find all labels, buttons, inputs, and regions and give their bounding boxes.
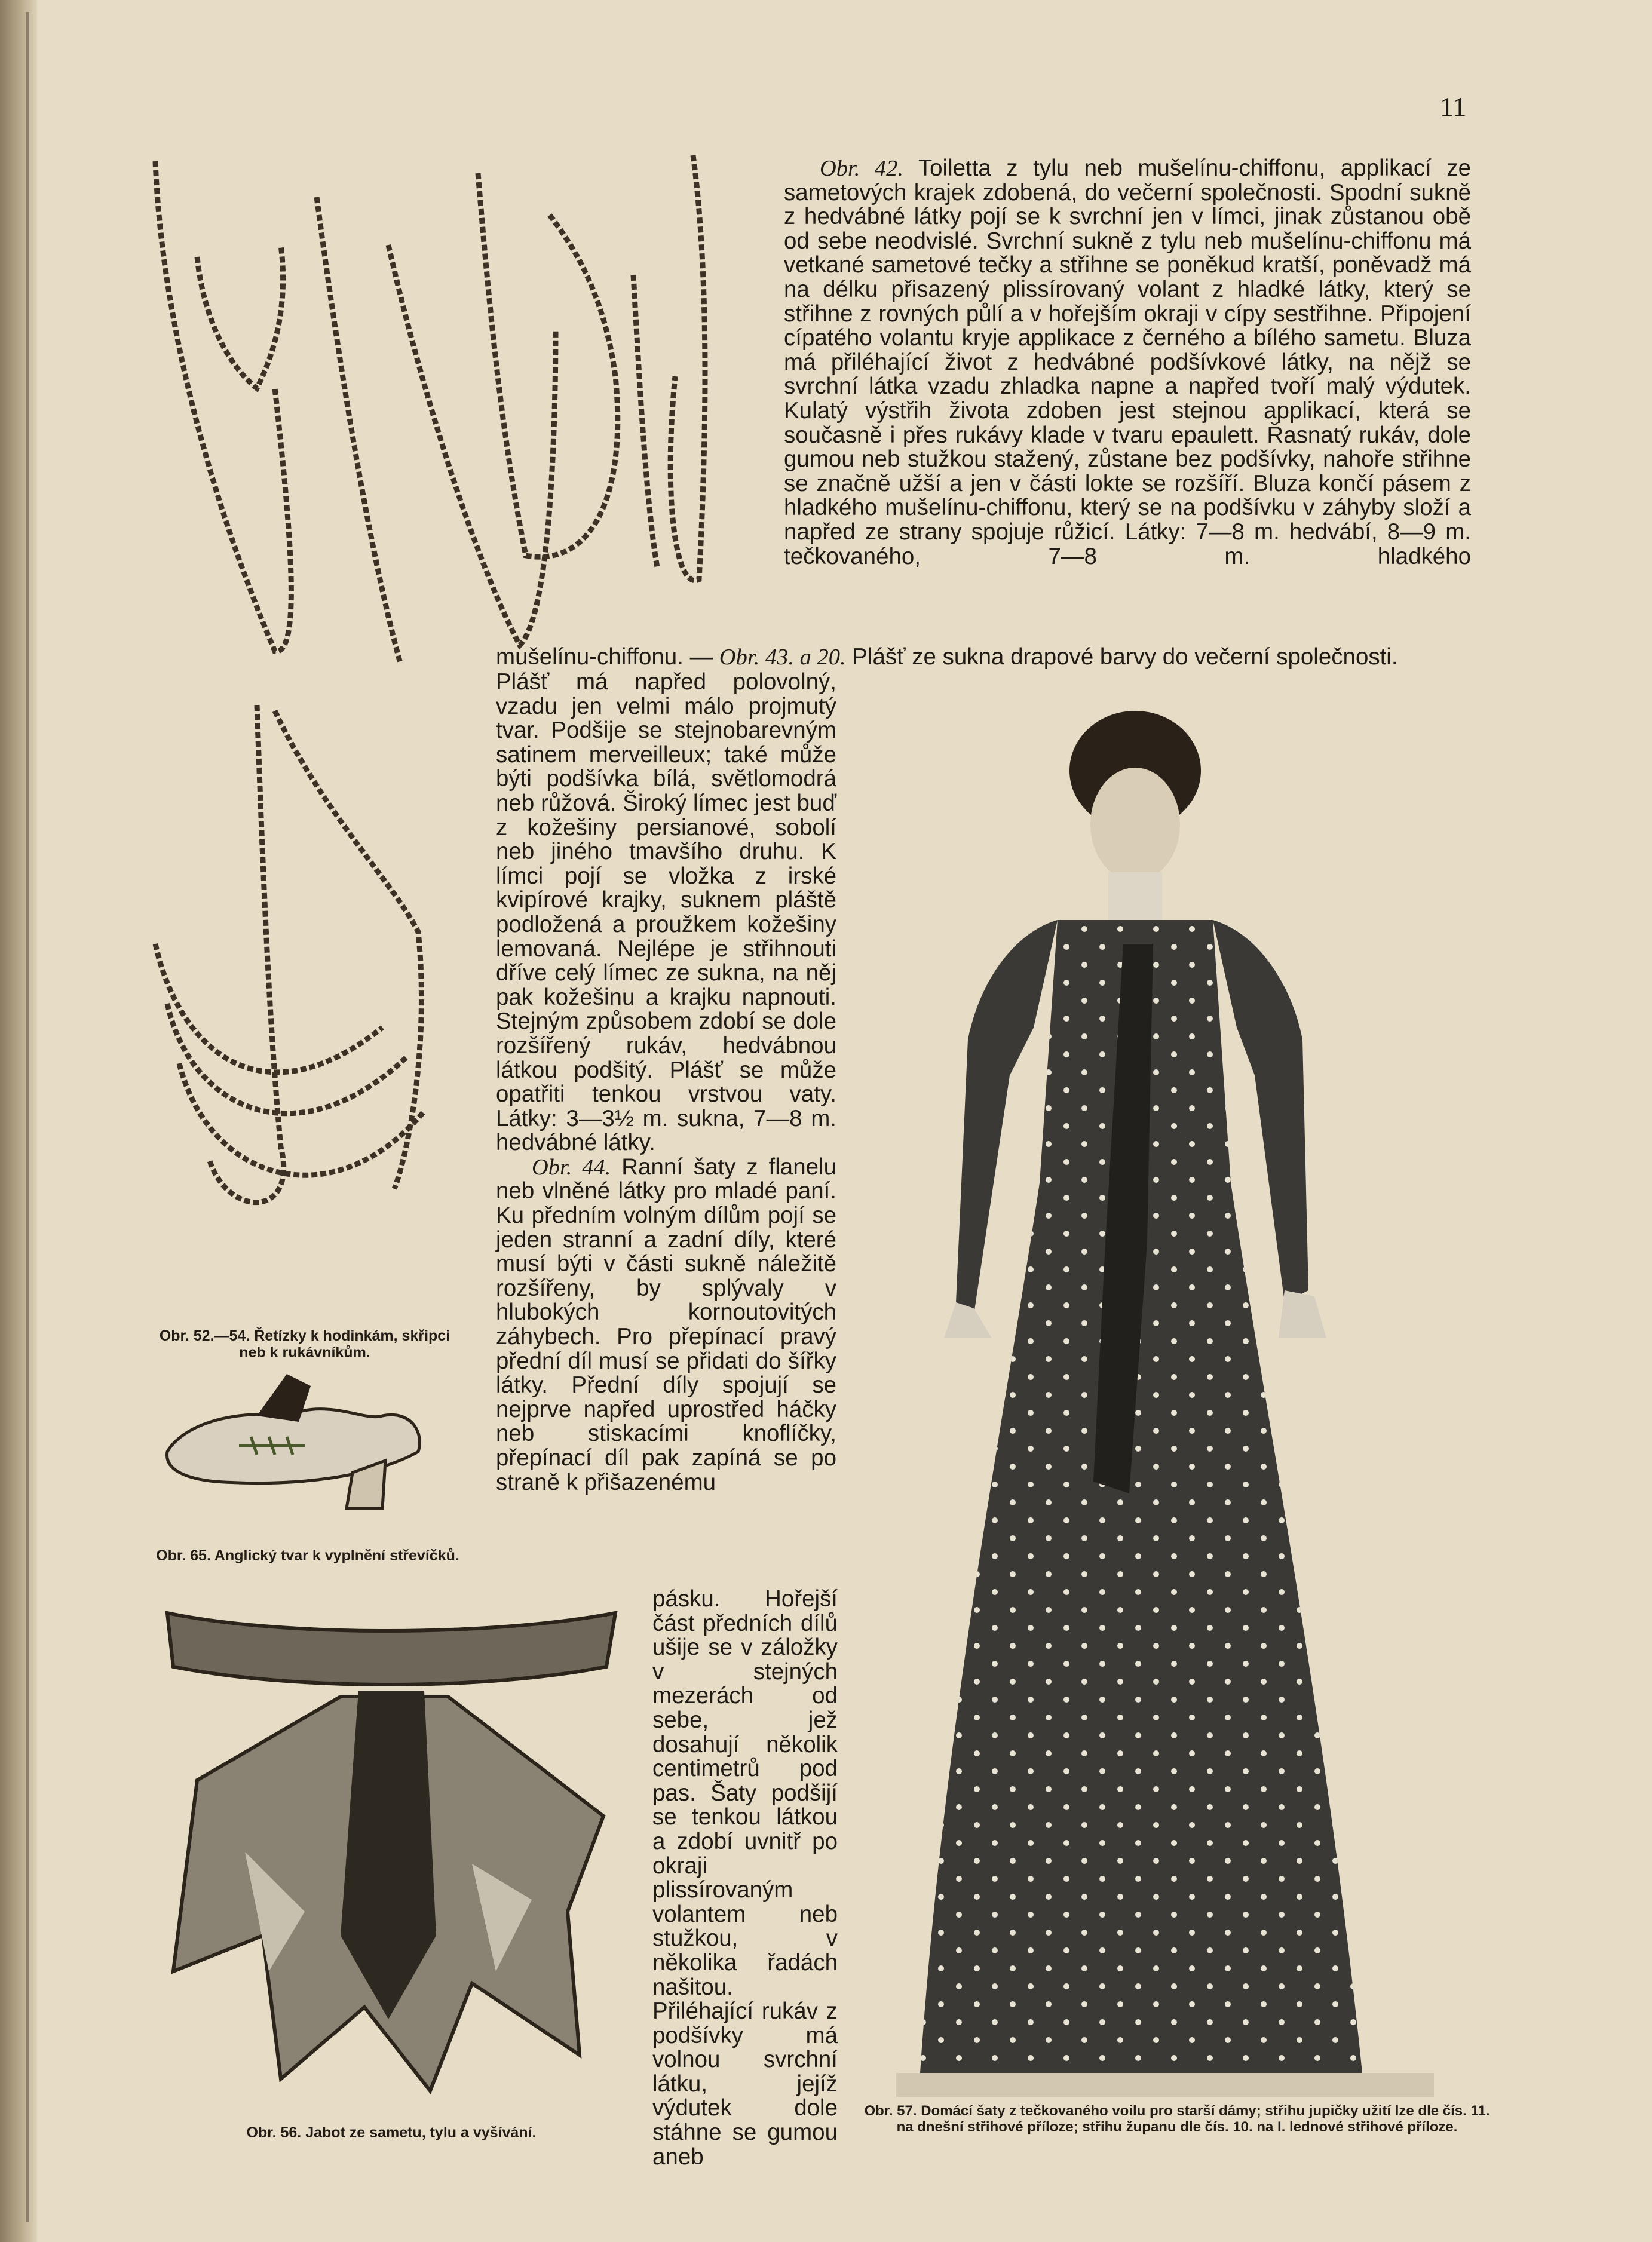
chain-4	[317, 197, 400, 663]
jabot-collar	[167, 1613, 615, 1685]
chain-1	[155, 161, 291, 651]
figure-ref-42: Obr. 42.	[820, 156, 903, 181]
caption-jabot: Obr. 56. Jabot ze sametu, tylu a vyšívání.	[246, 2124, 537, 2141]
full-line-start: mušelínu-chiffonu. —	[496, 644, 713, 670]
caption-chains: Obr. 52.—54. Řetízky k hodinkám, skřipci neb k rukávníkům.	[159, 1327, 450, 1361]
chain-5	[478, 173, 618, 557]
jabot-illustration	[161, 1601, 621, 2103]
book-binding-edge	[0, 0, 37, 2242]
chain-8	[209, 705, 284, 1203]
chain-7	[633, 275, 657, 568]
paragraph-42-text: Toiletta z tylu neb mušelínu-chiffonu, applikací ze sametových krajek zdobená, do večerní společnosti. Spodní sukně z hedvábné látky pojí se k svrchní jen v límci, jinak zůstanou obě od sebe neodvislé. Svrchní sukně z tylu neb mušelínu-chiffonu má vetkané sametové tečky a střihne se poněkud kratší, poněvadž má na délku přisazený plissírovaný volant z hladké látky, který se střihne z rovných půlí a v hořejším okraji v cípy sestřihne. Připojení cípatého volantu kryje applikace z černého a bílého sametu. Bluza má přiléhající život z hedvábné podšívkové látky, na nějž se svrchní látka vzadu zhladka napne a napřed tvoří malý výdutek. Kulatý výstřih života zdoben jest stejnou applikací, která se současně i přes rukávy klade v tvaru epaulett. Řasnatý rukáv, dole gumou neb stužkou stažený, zůstane bez podšívky, nahoře střihne se značně užší a jen v části lokte se rozšíří. Bluza končí pásem z hladkého mušelínu-chiffonu, který se na podšívku v záhyby složí a napřed ze strany spojuje růžicí. Látky: 7—8 m. hedvábí, 8—9 m. tečkovaného, 7—8 m. hladkého	[784, 155, 1471, 569]
chain-6	[670, 155, 705, 581]
paragraph-43-text: Plášť má napřed polovolný, vzadu jen velmi málo projmutý tvar. Podšije se stejnobarevným satinem merveilleux; také může býti podšívka bílá, světlomodrá neb růžová. Široký límec jest buď z kožešiny persianové, sobolí neb jiného tmavšího druhu. K límci pojí se vložka z irské kvipírové krajky, suknem pláště podložená a proužkem kožešiny lemovaná. Nejlépe je střihnouti dříve celý límec ze sukna, na něj pak kožešinu a krajku napnouti. Stejným způsobem zdobí se dole rozšířený rukáv, hedvábnou látkou podšitý. Plášť se může opatřiti tenkou vrstvou vaty. Látky: 3—3½ m. sukna, 7—8 m. hedvábné látky.	[496, 669, 836, 1156]
chains-illustration	[137, 137, 747, 675]
narrow-column: pásku. Hořejší část předních dílů ušije se v záložky v stejných mezerách od sebe, jež dosahují několik centimetrů pod pas. Šaty podšijí se tenkou látkou a zdobí uvnitř po okraji plissírovaným volantem neb stužkou, v několika řadách našitou. Přiléhající rukáv z podšívky má volnou svrchní látku, jejíž výdutek dole stáhne se gumou aneb	[652, 1586, 838, 2170]
dress-illustration	[896, 705, 1434, 2097]
chain-3	[388, 245, 556, 645]
caption-shoe: Obr. 65. Anglický tvar k vyplnění střevíčků.	[156, 1547, 459, 1564]
full-line-end: Plášť ze sukna drapové barvy do večerní společnosti.	[852, 644, 1398, 670]
chain-12	[179, 1063, 424, 1175]
chain-11	[167, 1004, 406, 1114]
paragraph-obr-42	[784, 157, 1471, 569]
caption-dress: Obr. 57. Domácí šaty z tečkovaného voilu pro starší dámy; střihu jupičky užití lze dle čís. 11. na dnešní střihové příloze; střihu županu dle čís. 10. na I. lednové střihové příloze.	[864, 2103, 1490, 2135]
binding-shadow-line	[26, 12, 29, 2222]
lace-collar	[1108, 872, 1162, 926]
figure-ref-43: Obr. 43. a 20.	[719, 645, 846, 670]
paragraph-obr-44	[496, 1155, 836, 1495]
chain-9	[275, 711, 421, 1189]
floor-shadow	[896, 2073, 1434, 2097]
chain-2	[197, 245, 283, 388]
figure-ref-44: Obr. 44.	[532, 1154, 611, 1180]
long-chains-illustration	[143, 693, 466, 1290]
face	[1090, 768, 1180, 881]
left-cuff	[944, 1302, 992, 1338]
shoe-illustration	[149, 1362, 430, 1511]
page-number: 11	[1440, 91, 1467, 122]
paragraph-44-text: Ranní šaty z flanelu neb vlněné látky pro mladé paní. Ku předním volným dílům pojí se jeden stranní a zadní díly, které musí býti v části sukně náležitě rozšířeny, by splývaly v hlubokých kornoutovitých záhybech. Pro přepínací pravý přední díl musí se přidati do šířky látky. Přední díly spojují se nejprve napřed uprostřed háčky neb stiskacími knoflíčky, přepínací díl pak zapíná se po straně k přišazenému	[496, 1154, 837, 1495]
right-cuff	[1279, 1290, 1326, 1338]
middle-column	[496, 670, 836, 1495]
